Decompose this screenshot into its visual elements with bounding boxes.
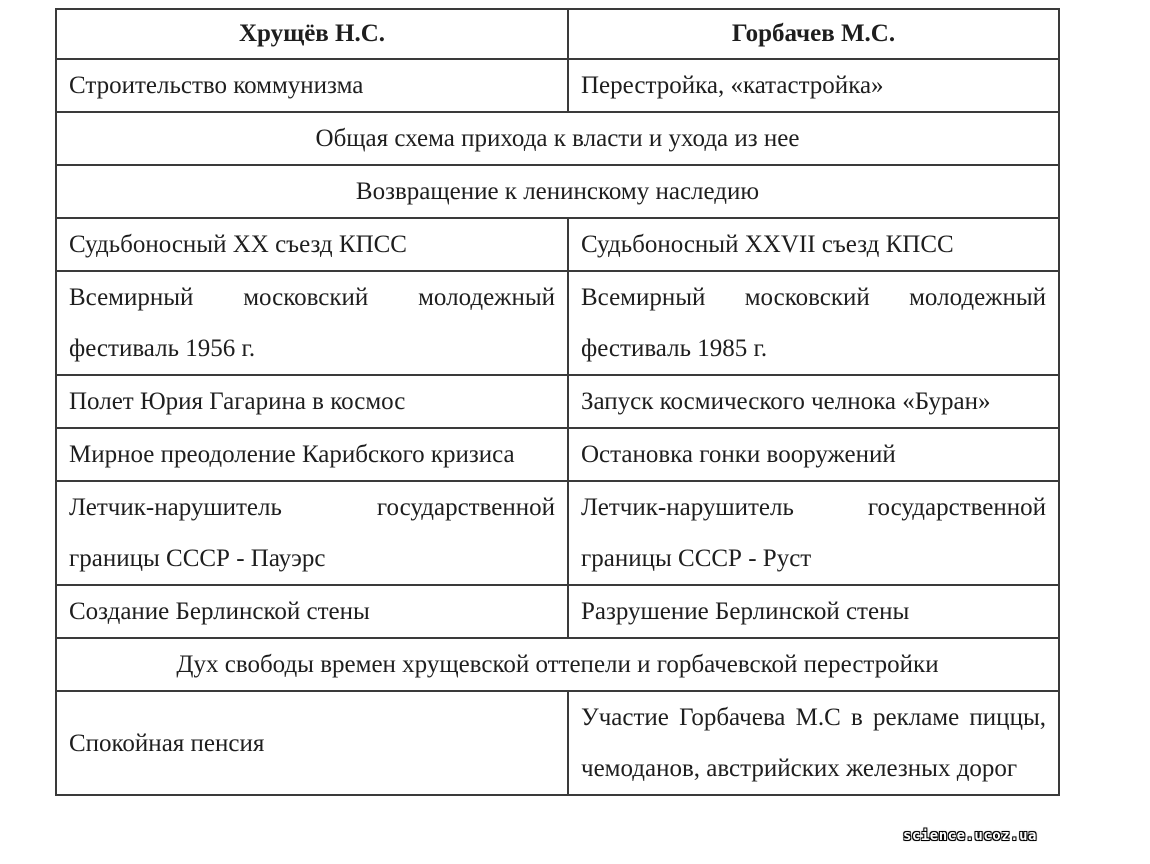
table-row	[56, 59, 1059, 112]
section-heading: Общая схема прихода к власти и ухода из нее	[56, 112, 1059, 165]
row-right-cell: Разрушение Берлинской стены	[568, 585, 1059, 638]
table-row	[56, 271, 1059, 375]
table-row	[56, 428, 1059, 481]
header-left: Хрущёв Н.С.	[56, 9, 568, 59]
table-row	[56, 218, 1059, 271]
site-watermark: science.ucoz.ua	[903, 828, 1037, 844]
section-row	[56, 638, 1059, 691]
row-left-cell: Всемирный московский молодежный фестиваль 1956 г.	[56, 271, 568, 375]
row-right-cell: Участие Горбачева М.С в рекламе пиццы, чемоданов, австрийских железных дорог	[568, 691, 1059, 795]
row-left-cell: Строительство коммунизма	[56, 59, 568, 112]
row-right-cell: Всемирный московский молодежный фестиваль 1985 г.	[568, 271, 1059, 375]
row-left-cell: Создание Берлинской стены	[56, 585, 568, 638]
header-row	[56, 9, 1059, 59]
row-left-cell: Мирное преодоление Карибского кризиса	[56, 428, 568, 481]
section-heading: Возвращение к ленинскому наследию	[56, 165, 1059, 218]
row-right-cell: Летчик-нарушитель государственной границы СССР - Руст	[568, 481, 1059, 585]
row-left-cell: Летчик-нарушитель государственной границы СССР - Пауэрс	[56, 481, 568, 585]
table-row	[56, 691, 1059, 795]
row-left-cell: Полет Юрия Гагарина в космос	[56, 375, 568, 428]
row-right-cell: Судьбоносный XXVII съезд КПСС	[568, 218, 1059, 271]
section-heading: Дух свободы времен хрущевской оттепели и горбачевской перестройки	[56, 638, 1059, 691]
section-row	[56, 112, 1059, 165]
row-right-cell: Перестройка, «катастройка»	[568, 59, 1059, 112]
section-row	[56, 165, 1059, 218]
comparison-table	[55, 8, 1060, 796]
row-left-cell: Судьбоносный XX съезд КПСС	[56, 218, 568, 271]
row-right-cell: Запуск космического челнока «Буран»	[568, 375, 1059, 428]
table-row	[56, 585, 1059, 638]
table-row	[56, 375, 1059, 428]
row-left-cell: Спокойная пенсия	[56, 691, 568, 795]
row-right-cell: Остановка гонки вооружений	[568, 428, 1059, 481]
header-right: Горбачев М.С.	[568, 9, 1059, 59]
table-row	[56, 481, 1059, 585]
